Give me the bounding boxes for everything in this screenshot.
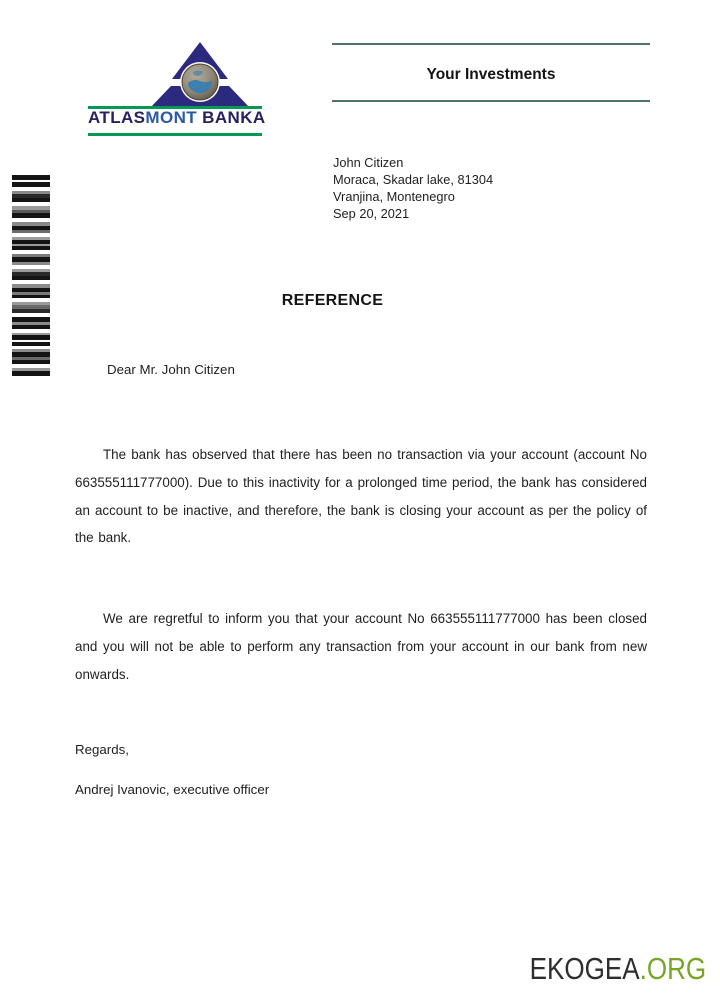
- bank-name-mont: MONT: [145, 108, 198, 127]
- document-title: Your Investments: [426, 66, 556, 83]
- logo-bottom-rule: [88, 133, 262, 136]
- footer-brand: EKOGEA: [529, 951, 640, 986]
- recipient-address-block: [333, 154, 493, 222]
- header-rule-top: [332, 43, 650, 45]
- closing-regards: Regards,: [75, 742, 129, 757]
- recipient-street: Moraca, Skadar lake, 81304: [333, 172, 494, 187]
- globe-icon: [181, 63, 219, 101]
- barcode: [12, 175, 50, 376]
- paragraph-account-inactive: The bank has observed that there has been no transaction via your account (account No 663555111777000). Due to this inactivity for a prolonged time period, the bank has considered an account to be inactive, and therefore, the bank is closing your account as per the policy of the bank.: [75, 447, 647, 546]
- signature-line: Andrej Ivanovic, executive officer: [75, 782, 270, 797]
- reference-heading: REFERENCE: [281, 292, 384, 309]
- bank-name-atlas: ATLAS: [88, 108, 146, 127]
- paragraph-account-closed: We are regretful to inform you that your account No 663555111777000 has been closed and you will not be able to perform any transaction from your account in our bank from new onwards.: [75, 611, 647, 682]
- recipient-name: John Citizen: [333, 155, 404, 170]
- header-rule-bottom: [332, 100, 650, 102]
- footer-tld: .ORG: [639, 951, 706, 986]
- salutation: Dear Mr. John Citizen: [107, 362, 235, 377]
- bank-logo: [140, 42, 260, 108]
- bank-name-banka: BANKA: [197, 108, 266, 127]
- recipient-city: Vranjina, Montenegro: [333, 189, 455, 204]
- bank-name: [88, 108, 266, 128]
- footer-watermark: [529, 951, 706, 987]
- letter-date: Sep 20, 2021: [333, 206, 410, 221]
